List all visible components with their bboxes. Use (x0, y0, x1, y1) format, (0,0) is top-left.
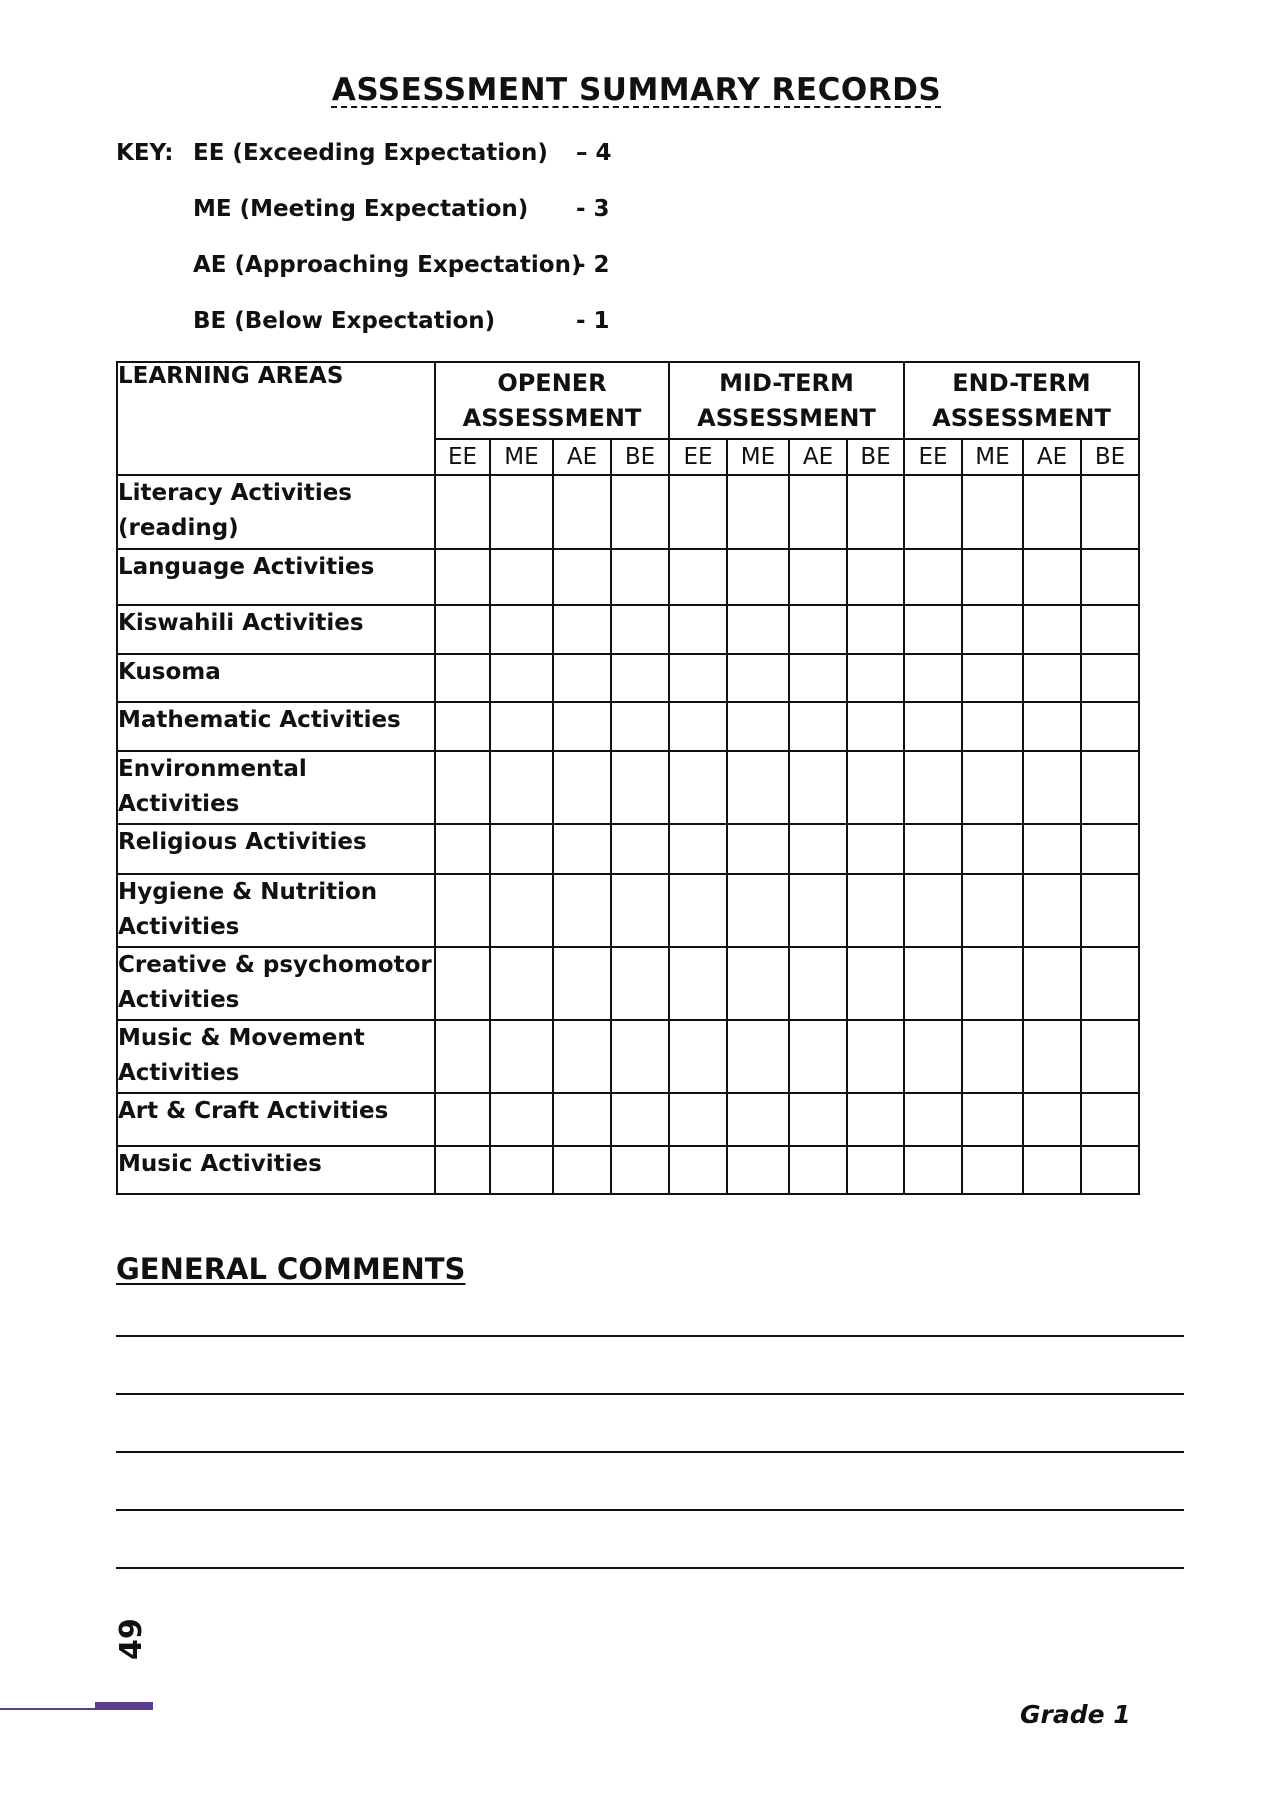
score-cell[interactable] (847, 874, 904, 947)
score-cell[interactable] (847, 1093, 904, 1146)
sub-header-me: ME (490, 439, 553, 475)
score-cell[interactable] (490, 751, 553, 824)
score-cell[interactable] (553, 824, 611, 874)
score-cell[interactable] (490, 1093, 553, 1146)
score-cell[interactable] (789, 947, 847, 1020)
score-cell[interactable] (962, 1146, 1023, 1194)
grade-label: Grade 1 (1020, 1700, 1131, 1729)
sub-header-be: BE (1081, 439, 1139, 475)
score-cell[interactable] (669, 824, 727, 874)
key-text: AE (Approaching Expectation) (193, 252, 582, 278)
score-cell[interactable] (962, 605, 1023, 654)
score-cell[interactable] (669, 1020, 727, 1093)
learning-area-cell: Environmental Activities (117, 751, 435, 824)
footer-rule (0, 1708, 100, 1710)
sub-header-me: ME (727, 439, 789, 475)
key-text: EE (Exceeding Expectation) (193, 140, 548, 166)
sub-header-be: BE (611, 439, 669, 475)
learning-area-cell: Literacy Activities (reading) (117, 475, 435, 549)
table-row (117, 702, 1139, 751)
score-cell[interactable] (490, 702, 553, 751)
score-cell[interactable] (962, 549, 1023, 605)
score-cell[interactable] (789, 654, 847, 702)
score-cell[interactable] (727, 475, 789, 549)
key-value: – 4 (576, 140, 612, 166)
score-cell[interactable] (1081, 475, 1139, 549)
score-cell[interactable] (490, 654, 553, 702)
score-cell[interactable] (1023, 1093, 1081, 1146)
key-label: KEY: (116, 140, 174, 166)
score-cell[interactable] (490, 874, 553, 947)
score-cell[interactable] (789, 824, 847, 874)
learning-area-cell: Religious Activities (117, 824, 435, 874)
score-cell[interactable] (490, 475, 553, 549)
score-cell[interactable] (1023, 549, 1081, 605)
score-cell[interactable] (611, 1146, 669, 1194)
score-cell[interactable] (962, 947, 1023, 1020)
table-row (117, 824, 1139, 874)
score-cell[interactable] (490, 947, 553, 1020)
table-row (117, 947, 1139, 1020)
score-cell[interactable] (669, 874, 727, 947)
assessment-table (116, 361, 1140, 1195)
score-cell[interactable] (789, 751, 847, 824)
score-cell[interactable] (553, 654, 611, 702)
score-cell[interactable] (904, 654, 962, 702)
score-cell[interactable] (962, 702, 1023, 751)
table-row (117, 605, 1139, 654)
score-cell[interactable] (435, 947, 490, 1020)
score-cell[interactable] (553, 874, 611, 947)
score-cell[interactable] (1023, 605, 1081, 654)
score-cell[interactable] (1023, 1146, 1081, 1194)
score-cell[interactable] (553, 1093, 611, 1146)
score-cell[interactable] (611, 605, 669, 654)
score-cell[interactable] (553, 549, 611, 605)
sub-header-ee: EE (904, 439, 962, 475)
score-cell[interactable] (435, 605, 490, 654)
table-row (117, 1020, 1139, 1093)
score-cell[interactable] (847, 947, 904, 1020)
score-cell[interactable] (904, 1146, 962, 1194)
score-cell[interactable] (904, 874, 962, 947)
score-cell[interactable] (962, 1093, 1023, 1146)
learning-area-cell: Kusoma (117, 654, 435, 702)
sub-header-me: ME (962, 439, 1023, 475)
score-cell[interactable] (435, 549, 490, 605)
page-number: 49 (114, 1618, 149, 1660)
score-cell[interactable] (847, 1146, 904, 1194)
key-value: - 1 (576, 308, 610, 334)
group-header-line: MID-TERM (719, 368, 854, 397)
score-cell[interactable] (1081, 654, 1139, 702)
comment-line[interactable] (116, 1393, 1184, 1395)
page-title: ASSESSMENT SUMMARY RECORDS (331, 72, 942, 108)
score-cell[interactable] (789, 475, 847, 549)
score-cell[interactable] (490, 605, 553, 654)
score-cell[interactable] (611, 1020, 669, 1093)
score-cell[interactable] (727, 654, 789, 702)
score-cell[interactable] (490, 549, 553, 605)
score-cell[interactable] (727, 1146, 789, 1194)
assessment-table-body (117, 475, 1139, 1194)
comment-line[interactable] (116, 1335, 1184, 1337)
score-cell[interactable] (847, 654, 904, 702)
learning-area-cell: Art & Craft Activities (117, 1093, 435, 1146)
score-cell[interactable] (1023, 824, 1081, 874)
score-cell[interactable] (435, 874, 490, 947)
score-cell[interactable] (1023, 475, 1081, 549)
score-cell[interactable] (904, 605, 962, 654)
score-cell[interactable] (847, 1020, 904, 1093)
score-cell[interactable] (789, 874, 847, 947)
sub-header-be: BE (847, 439, 904, 475)
score-cell[interactable] (904, 824, 962, 874)
table-row (117, 874, 1139, 947)
sub-header-ae: AE (1023, 439, 1081, 475)
sub-header-ee: EE (669, 439, 727, 475)
score-cell[interactable] (1023, 751, 1081, 824)
score-cell[interactable] (727, 1020, 789, 1093)
score-cell[interactable] (669, 605, 727, 654)
sub-header-ae: AE (553, 439, 611, 475)
score-cell[interactable] (904, 702, 962, 751)
learning-area-cell: Music & Movement Activities (117, 1020, 435, 1093)
score-cell[interactable] (962, 874, 1023, 947)
learning-areas-header: LEARNING AREAS (117, 362, 435, 475)
group-header-line: OPENER (497, 368, 607, 397)
score-cell[interactable] (669, 751, 727, 824)
score-cell[interactable] (611, 702, 669, 751)
score-cell[interactable] (962, 1020, 1023, 1093)
learning-area-cell: Hygiene & Nutrition Activities (117, 874, 435, 947)
score-cell[interactable] (553, 475, 611, 549)
score-cell[interactable] (847, 751, 904, 824)
score-cell[interactable] (904, 751, 962, 824)
score-cell[interactable] (490, 824, 553, 874)
table-row (117, 549, 1139, 605)
score-cell[interactable] (904, 549, 962, 605)
score-cell[interactable] (1081, 605, 1139, 654)
table-row (117, 751, 1139, 824)
score-cell[interactable] (1081, 549, 1139, 605)
score-cell[interactable] (611, 1093, 669, 1146)
score-cell[interactable] (553, 1146, 611, 1194)
score-cell[interactable] (727, 874, 789, 947)
score-cell[interactable] (847, 702, 904, 751)
learning-area-cell: Kiswahili Activities (117, 605, 435, 654)
score-cell[interactable] (611, 475, 669, 549)
score-cell[interactable] (553, 947, 611, 1020)
score-cell[interactable] (435, 702, 490, 751)
learning-area-cell: Mathematic Activities (117, 702, 435, 751)
score-cell[interactable] (789, 702, 847, 751)
comment-line[interactable] (116, 1567, 1184, 1569)
score-cell[interactable] (1023, 874, 1081, 947)
score-cell[interactable] (727, 702, 789, 751)
learning-area-cell: Language Activities (117, 549, 435, 605)
score-cell[interactable] (1023, 654, 1081, 702)
score-cell[interactable] (611, 549, 669, 605)
score-cell[interactable] (553, 702, 611, 751)
key-value: - 3 (576, 196, 610, 222)
score-cell[interactable] (727, 549, 789, 605)
comment-line[interactable] (116, 1451, 1184, 1453)
score-cell[interactable] (789, 549, 847, 605)
score-cell[interactable] (727, 1093, 789, 1146)
score-cell[interactable] (1023, 702, 1081, 751)
score-cell[interactable] (1023, 947, 1081, 1020)
score-cell[interactable] (847, 549, 904, 605)
score-cell[interactable] (962, 654, 1023, 702)
score-cell[interactable] (553, 605, 611, 654)
footer-accent-bar (95, 1702, 153, 1710)
mid-term-assessment-header (669, 362, 904, 439)
score-cell[interactable] (435, 824, 490, 874)
score-cell[interactable] (962, 475, 1023, 549)
score-cell[interactable] (435, 1093, 490, 1146)
learning-area-cell: Creative & psychomotor Activities (117, 947, 435, 1020)
table-row (117, 654, 1139, 702)
table-row (117, 1146, 1139, 1194)
key-text: ME (Meeting Expectation) (193, 196, 529, 222)
score-cell[interactable] (847, 475, 904, 549)
score-cell[interactable] (847, 824, 904, 874)
score-cell[interactable] (727, 605, 789, 654)
score-cell[interactable] (435, 751, 490, 824)
score-cell[interactable] (1081, 1020, 1139, 1093)
key-value: - 2 (576, 252, 610, 278)
score-cell[interactable] (611, 751, 669, 824)
learning-area-cell: Music Activities (117, 1146, 435, 1194)
score-cell[interactable] (1081, 947, 1139, 1020)
group-header-line: ASSESSMENT (697, 403, 876, 432)
group-header-line: ASSESSMENT (462, 403, 642, 432)
score-cell[interactable] (847, 605, 904, 654)
score-cell[interactable] (1081, 702, 1139, 751)
score-cell[interactable] (904, 475, 962, 549)
group-header-line: END-TERM (952, 368, 1091, 397)
score-cell[interactable] (611, 947, 669, 1020)
opener-assessment-header (435, 362, 669, 439)
sub-header-ee: EE (435, 439, 490, 475)
key-text: BE (Below Expectation) (193, 308, 496, 334)
score-cell[interactable] (962, 751, 1023, 824)
score-cell[interactable] (962, 824, 1023, 874)
end-term-assessment-header (904, 362, 1139, 439)
score-cell[interactable] (669, 549, 727, 605)
score-cell[interactable] (789, 1146, 847, 1194)
group-header-line: ASSESSMENT (932, 403, 1111, 432)
score-cell[interactable] (435, 654, 490, 702)
score-cell[interactable] (1081, 824, 1139, 874)
score-cell[interactable] (669, 1146, 727, 1194)
score-cell[interactable] (669, 947, 727, 1020)
score-cell[interactable] (789, 605, 847, 654)
score-cell[interactable] (1023, 1020, 1081, 1093)
score-cell[interactable] (611, 874, 669, 947)
score-cell[interactable] (1081, 1146, 1139, 1194)
score-cell[interactable] (789, 1093, 847, 1146)
score-cell[interactable] (904, 1093, 962, 1146)
score-cell[interactable] (611, 824, 669, 874)
score-cell[interactable] (611, 654, 669, 702)
score-cell[interactable] (669, 475, 727, 549)
score-cell[interactable] (904, 1020, 962, 1093)
score-cell[interactable] (490, 1146, 553, 1194)
score-cell[interactable] (553, 1020, 611, 1093)
score-cell[interactable] (904, 947, 962, 1020)
table-row (117, 475, 1139, 549)
score-cell[interactable] (1081, 874, 1139, 947)
score-cell[interactable] (669, 1093, 727, 1146)
score-cell[interactable] (727, 947, 789, 1020)
sub-header-ae: AE (789, 439, 847, 475)
score-cell[interactable] (435, 475, 490, 549)
score-cell[interactable] (435, 1146, 490, 1194)
score-cell[interactable] (1081, 1093, 1139, 1146)
score-cell[interactable] (727, 751, 789, 824)
score-cell[interactable] (727, 824, 789, 874)
score-cell[interactable] (669, 702, 727, 751)
score-cell[interactable] (435, 1020, 490, 1093)
score-cell[interactable] (669, 654, 727, 702)
score-cell[interactable] (789, 1020, 847, 1093)
score-cell[interactable] (1081, 751, 1139, 824)
comment-line[interactable] (116, 1509, 1184, 1511)
score-cell[interactable] (553, 751, 611, 824)
general-comments-title: GENERAL COMMENTS (116, 1252, 466, 1286)
score-cell[interactable] (490, 1020, 553, 1093)
table-row (117, 1093, 1139, 1146)
